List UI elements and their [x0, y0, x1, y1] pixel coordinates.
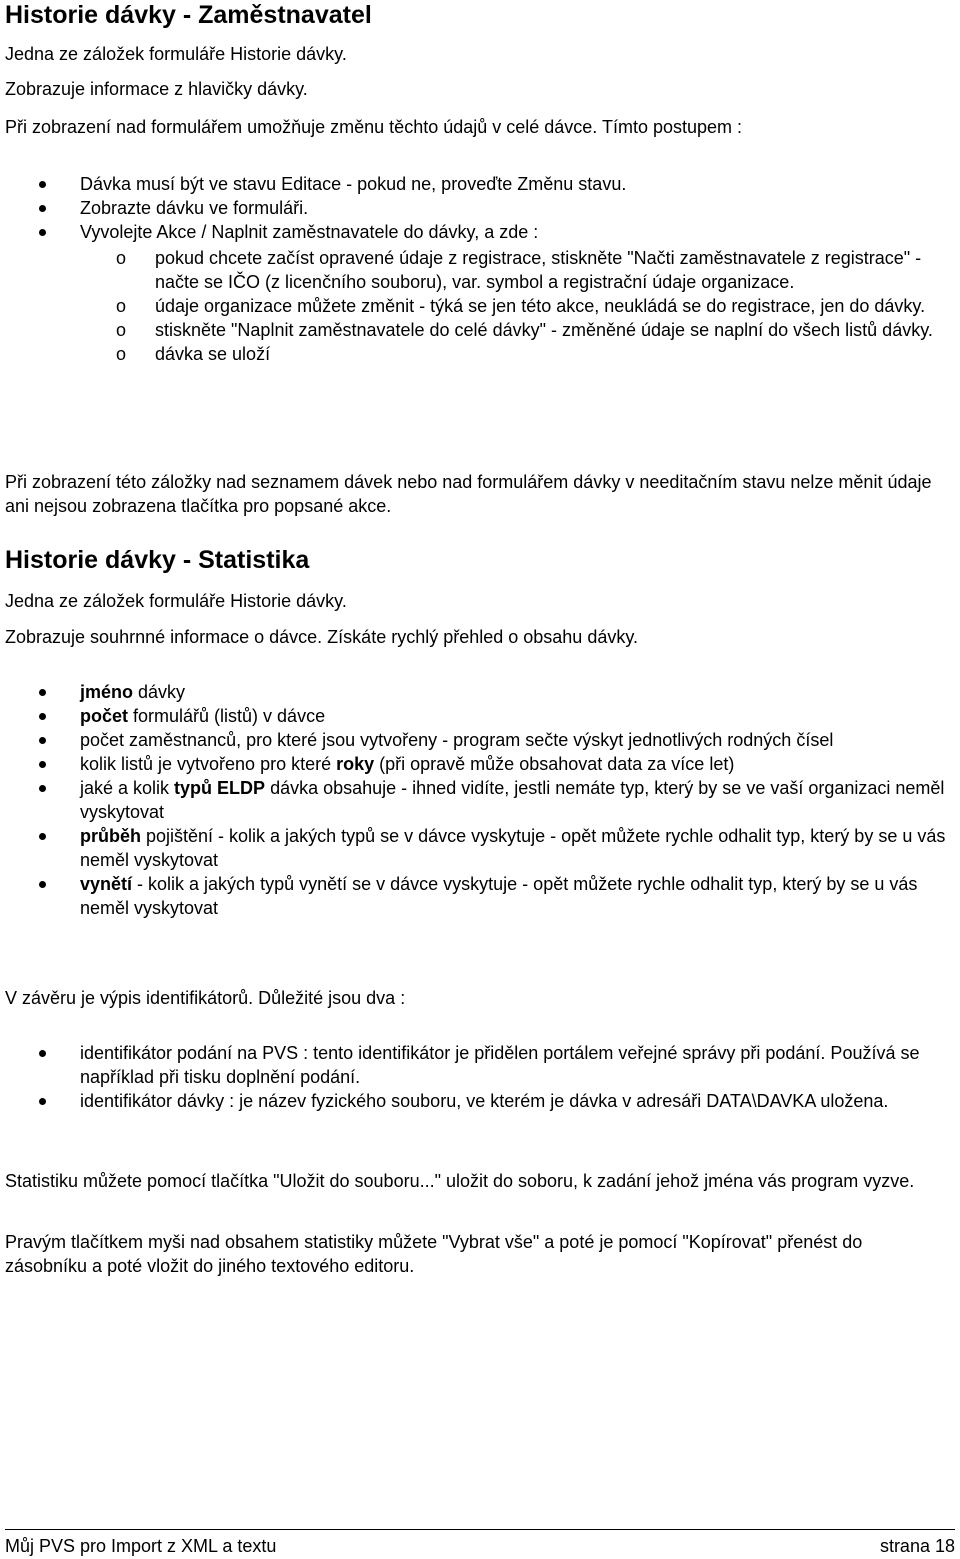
sub-list-text: dávka se uloží	[155, 344, 271, 364]
list-item: Dávka musí být ve stavu Editace - pokud ne, proveďte Změnu stavu.	[5, 172, 950, 196]
paragraph: Při zobrazení této záložky nad seznamem dávek nebo nad formulářem dávky v needitačním stavu nelze měnit údaje ani nejsou zobrazena tlačítka pro popsané akce.	[5, 472, 932, 516]
paragraph: Statistiku můžete pomocí tlačítka "Uložit do souboru..." uložit do soboru, k zadání jehož jména vás program vyzve.	[5, 1171, 915, 1191]
paragraph: Jedna ze záložek formuláře Historie dávky.	[5, 591, 347, 611]
sub-bullet-marker: o	[116, 344, 127, 364]
page-footer	[5, 1529, 955, 1558]
identifiers-list	[5, 1041, 950, 1113]
bold-term: počet	[80, 706, 129, 726]
section-title-zamestnavatel: Historie dávky - Zaměstnavatel	[5, 1, 372, 29]
list-item	[5, 704, 950, 728]
list-text: - kolik a jakých typů vynětí se v dávce vyskytuje - opět můžete rychle odhalit typ, který by se u vás neměl vyskytovat	[80, 874, 918, 918]
sub-list-item	[5, 294, 950, 318]
list-text: pojištění - kolik a jakých typů se v dávce vyskytuje - opět můžete rychle odhalit typ, který by se u vás neměl vyskytovat	[80, 826, 946, 870]
steps-list	[5, 172, 950, 244]
sub-list-text: údaje organizace můžete změnit - týká se jen této akce, neukládá se do registrace, jen do dávky.	[155, 296, 926, 316]
list-item	[5, 824, 950, 872]
list-item	[5, 680, 950, 704]
list-item	[5, 728, 950, 752]
paragraph: Zobrazuje informace z hlavičky dávky.	[5, 79, 308, 99]
list-text: formulářů (listů) v dávce	[128, 706, 326, 726]
bold-term: jméno	[80, 682, 134, 702]
bold-term: typů ELDP	[174, 778, 266, 798]
paragraph: Jedna ze záložek formuláře Historie dávky.	[5, 44, 347, 64]
sub-list-item	[5, 318, 950, 342]
list-text: dávka obsahuje - ihned vidíte, jestli nemáte typ, který by se ve vaší organizaci neměl vyskytovat	[80, 778, 945, 822]
sub-bullet-marker: o	[116, 296, 127, 316]
list-text: jaké a kolik	[80, 778, 175, 798]
list-text: dávky	[133, 682, 186, 702]
bold-term: průběh	[80, 826, 141, 846]
list-item	[5, 776, 950, 824]
paragraph: Pravým tlačítkem myši nad obsahem statistiky můžete "Vybrat vše" a poté je pomocí "Kopírovat" přenést do zásobníku a poté vložit do jiného textového editoru.	[5, 1232, 863, 1276]
list-item	[5, 752, 950, 776]
bold-term: vynětí	[80, 874, 133, 894]
paragraph: Při zobrazení nad formulářem umožňuje změnu těchto údajů v celé dávce. Tímto postupem :	[5, 117, 743, 137]
paragraph: Zobrazuje souhrnné informace o dávce. Získáte rychlý přehled o obsahu dávky.	[5, 627, 639, 647]
list-item: identifikátor dávky : je název fyzického souboru, ve kterém je dávka v adresáři DATA\DAVKA uložena.	[5, 1089, 950, 1113]
sub-steps-list	[5, 246, 950, 366]
list-text: (při opravě může obsahovat data za více let)	[374, 754, 735, 774]
list-item: identifikátor podání na PVS : tento identifikátor je přidělen portálem veřejné správy při podání. Používá se například při tisku doplnění podání.	[5, 1041, 950, 1089]
sub-bullet-marker: o	[116, 248, 127, 268]
list-text: počet zaměstnanců, pro které jsou vytvořeny - program sečte výskyt jednotlivých rodných čísel	[80, 730, 834, 750]
footer-title: Můj PVS pro Import z XML a textu	[5, 1536, 277, 1556]
list-item	[5, 872, 950, 920]
bold-term: roky	[336, 754, 375, 774]
list-item: Zobrazte dávku ve formuláři.	[5, 196, 950, 220]
page-number: strana 18	[879, 1536, 955, 1556]
list-text: kolik listů je vytvořeno pro které	[80, 754, 337, 774]
paragraph: V závěru je výpis identifikátorů. Důležité jsou dva :	[5, 988, 406, 1008]
list-item: Vyvolejte Akce / Naplnit zaměstnavatele do dávky, a zde :	[5, 220, 950, 244]
sub-list-item	[5, 246, 950, 294]
sub-list-text: pokud chcete začíst opravené údaje z registrace, stiskněte "Načti zaměstnavatele z registrace" - načte se IČO (z licenčního souboru), var. symbol a registrační údaje organizace.	[155, 248, 922, 292]
sub-list-item	[5, 342, 950, 366]
statistics-list	[5, 680, 950, 920]
section-title-statistika: Historie dávky - Statistika	[5, 546, 310, 574]
sub-list-text: stiskněte "Naplnit zaměstnavatele do celé dávky" - změněné údaje se naplní do všech listů dávky.	[155, 320, 933, 340]
sub-bullet-marker: o	[116, 320, 127, 340]
